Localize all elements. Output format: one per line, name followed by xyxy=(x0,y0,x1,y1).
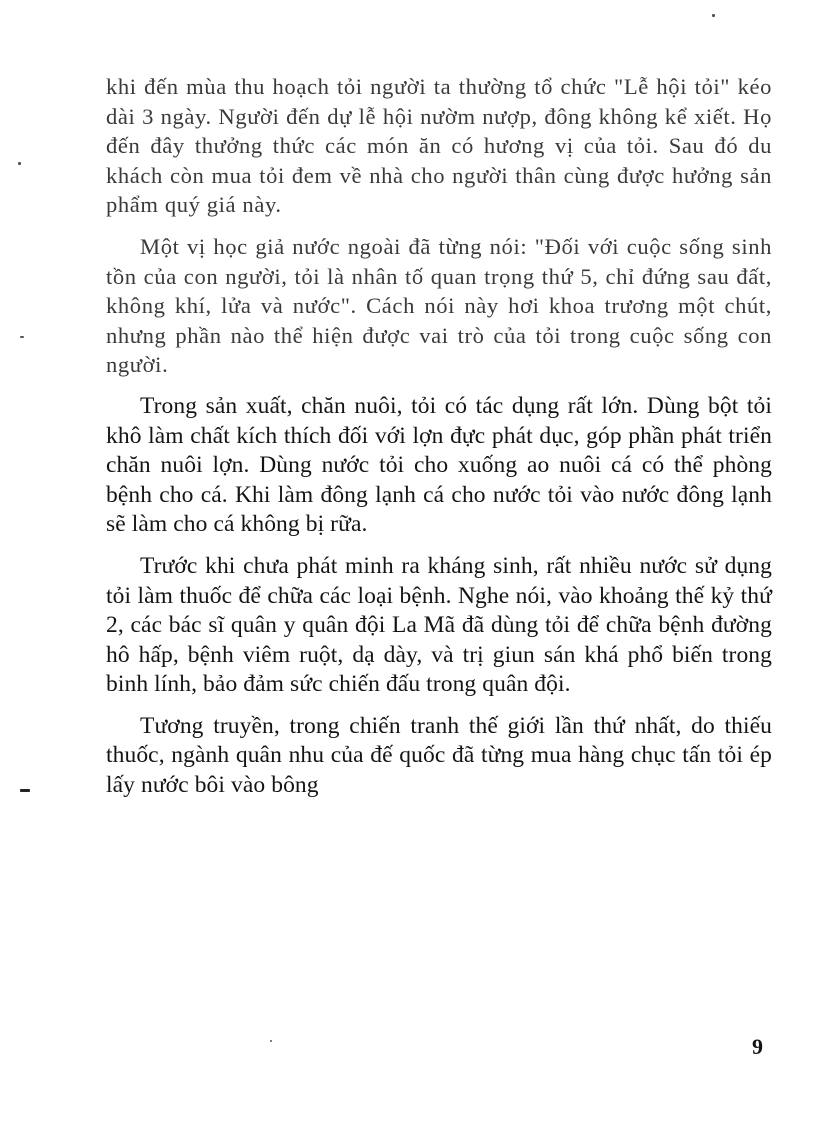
scan-speck xyxy=(20,789,30,792)
scan-speck xyxy=(270,1040,272,1042)
scan-speck xyxy=(18,162,21,165)
paragraph-scholar-quote: Một vị học giả nước ngoài đã từng nói: "Đối với cuộc sống sinh tồn của con người, tỏi là nhân tố quan trọng thứ 5, chỉ đứng sau đất, không khí, lửa và nước". Cách nói này hơi khoa trương một chút, nhưng phần nào thể hiện được vai trò của tỏi trong cuộc sống con người. xyxy=(106,233,772,378)
paragraph-garlic-festival: khi đến mùa thu hoạch tỏi người ta thường tổ chức "Lễ hội tỏi" kéo dài 3 ngày. Người đến dự lễ hội nườm nượp, đông không kể xiết. Họ đến đây thưởng thức các món ăn có hương vị của tỏi. Sau đó du khách còn mua tỏi đem về nhà cho người thân cùng được hưởng sản phẩm quý giá này. xyxy=(106,74,772,218)
paragraph-livestock: Trong sản xuất, chăn nuôi, tỏi có tác dụng rất lớn. Dùng bột tỏi khô làm chất kích thích đối với lợn đực phát dục, góp phần phát triển chăn nuôi lợn. Dùng nước tỏi cho xuống ao nuôi cá có thể phòng bệnh cho cá. Khi làm đông lạnh cá cho nước tỏi vào nước đông lạnh sẽ làm cho cá không bị rữa. xyxy=(106,392,772,538)
scan-speck xyxy=(712,14,715,17)
scan-speck xyxy=(20,336,24,338)
paragraph-medicine-history: Trước khi chưa phát minh ra kháng sinh, rất nhiều nước sử dụng tỏi làm thuốc để chữa các loại bệnh. Nghe nói, vào khoảng thế kỷ thứ 2, các bác sĩ quân y quân đội La Mã đã dùng tỏi để chữa bệnh đường hô hấp, bệnh viêm ruột, dạ dày, và trị giun sán khá phổ biến trong binh lính, bảo đảm sức chiến đấu trong quân đội. xyxy=(106,552,772,698)
body-text xyxy=(106,72,772,813)
paragraph-world-war: Tương truyền, trong chiến tranh thế giới lần thứ nhất, do thiếu thuốc, ngành quân nhu của đế quốc đã từng mua hàng chục tấn tỏi ép lấy nước bôi vào bông xyxy=(106,712,772,799)
page-number: 9 xyxy=(752,1034,763,1059)
